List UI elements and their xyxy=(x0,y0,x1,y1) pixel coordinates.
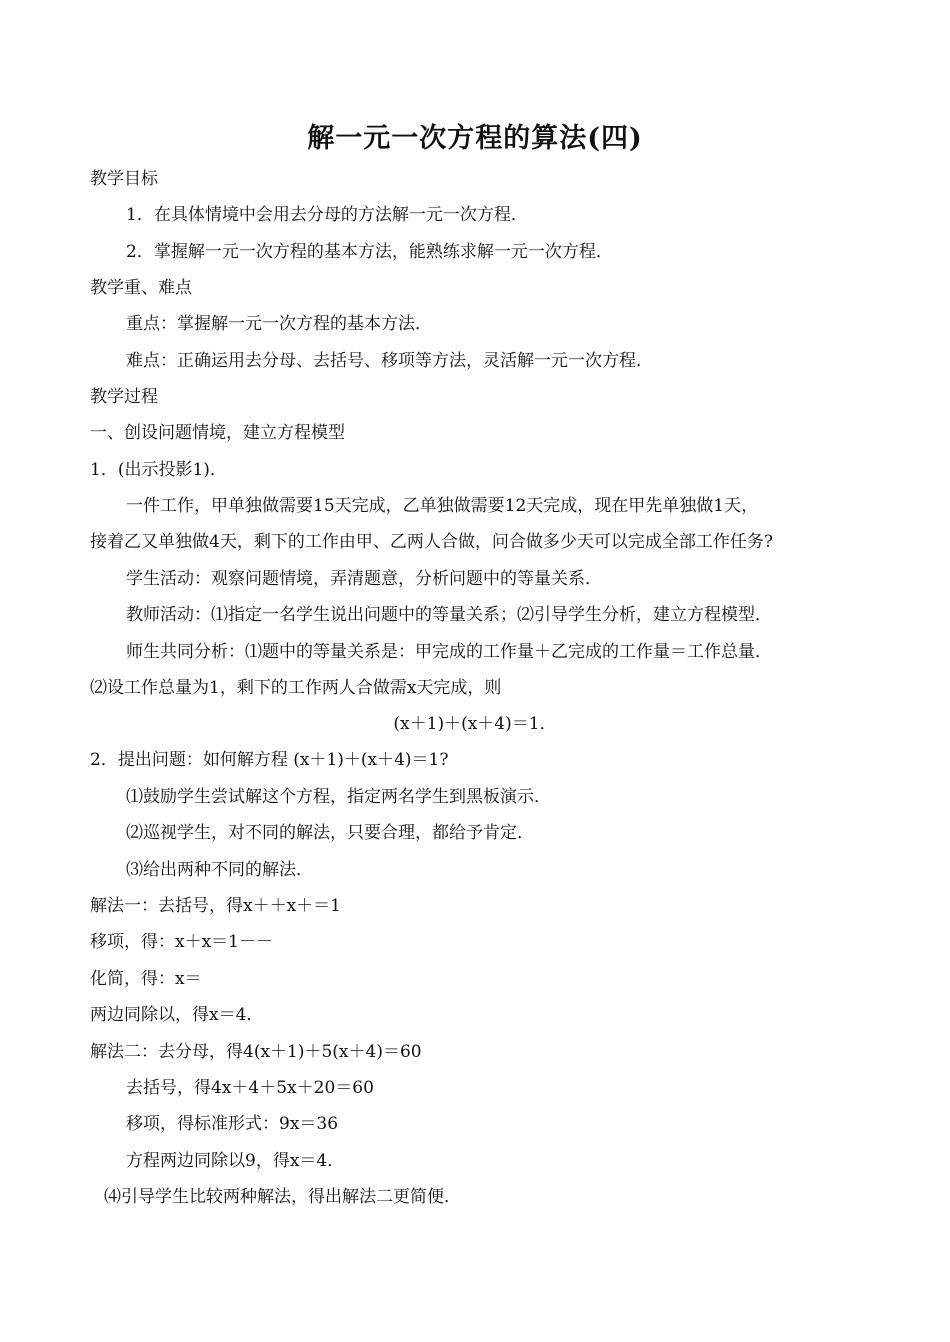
paragraph: 2．掌握解一元一次方程的基本方法，能熟练求解一元一次方程． xyxy=(126,242,613,262)
solution-step: 方程两边同除以9，得x＝4． xyxy=(126,1151,345,1171)
solution-step: 去括号，得4x＋4＋5x＋20＝60 xyxy=(126,1078,374,1098)
paragraph: 一件工作，甲单独做需要15天完成，乙单独做需要12天完成，现在甲先单独做1天， xyxy=(126,496,759,516)
section-heading-goals: 教学目标 xyxy=(90,169,158,189)
paragraph: ⑵巡视学生，对不同的解法，只要合理，都给予肯定． xyxy=(126,823,534,843)
paragraph: 师生共同分析：⑴题中的等量关系是：甲完成的工作量＋乙完成的工作量＝工作总量． xyxy=(126,642,772,662)
paragraph: 1．在具体情境中会用去分母的方法解一元一次方程． xyxy=(126,205,528,225)
section-heading-process: 教学过程 xyxy=(90,387,158,407)
solution-step: 解法二：去分母，得4(x＋1)＋5(x＋4)＝60 xyxy=(90,1042,422,1062)
paragraph: ⑷引导学生比较两种解法，得出解法二更简便． xyxy=(104,1187,461,1207)
paragraph: ⑵设工作总量为1，剩下的工作两人合做需x天完成，则 xyxy=(90,678,502,698)
paragraph: ⑶给出两种不同的解法． xyxy=(126,860,313,880)
solution-step: 移项，得：x＋x＝1－－ xyxy=(90,932,273,952)
paragraph: ⑴鼓励学生尝试解这个方程，指定两名学生到黑板演示． xyxy=(126,787,551,807)
solution-step: 化简，得：x＝ xyxy=(90,969,202,989)
section-heading-keypoints: 教学重、难点 xyxy=(90,278,192,298)
document-title: 解一元一次方程的算法(四) xyxy=(307,123,643,154)
paragraph: 1．(出示投影1)． xyxy=(90,460,227,480)
paragraph: 难点：正确运用去分母、去括号、移项等方法，灵活解一元一次方程． xyxy=(126,351,653,371)
subsection-heading: 一、创设问题情境，建立方程模型 xyxy=(90,423,345,443)
solution-step: 移项，得标准形式：9x＝36 xyxy=(126,1114,339,1134)
paragraph: 接着乙又单独做4天，剩下的工作由甲、乙两人合做，问合做多少天可以完成全部工作任务? xyxy=(90,532,773,552)
solution-step: 解法一：去括号，得x＋＋x＋＝1 xyxy=(90,896,341,916)
paragraph: 重点：掌握解一元一次方程的基本方法． xyxy=(126,314,432,334)
equation: (x＋1)＋(x＋4)＝1． xyxy=(393,714,557,734)
paragraph: 学生活动：观察问题情境，弄清题意，分析问题中的等量关系． xyxy=(126,569,602,589)
solution-step: 两边同除以，得x＝4． xyxy=(90,1005,264,1025)
paragraph: 2．提出问题：如何解方程 (x＋1)＋(x＋4)＝1? xyxy=(90,750,449,770)
paragraph: 教师活动：⑴指定一名学生说出问题中的等量关系；⑵引导学生分析，建立方程模型． xyxy=(126,605,772,625)
